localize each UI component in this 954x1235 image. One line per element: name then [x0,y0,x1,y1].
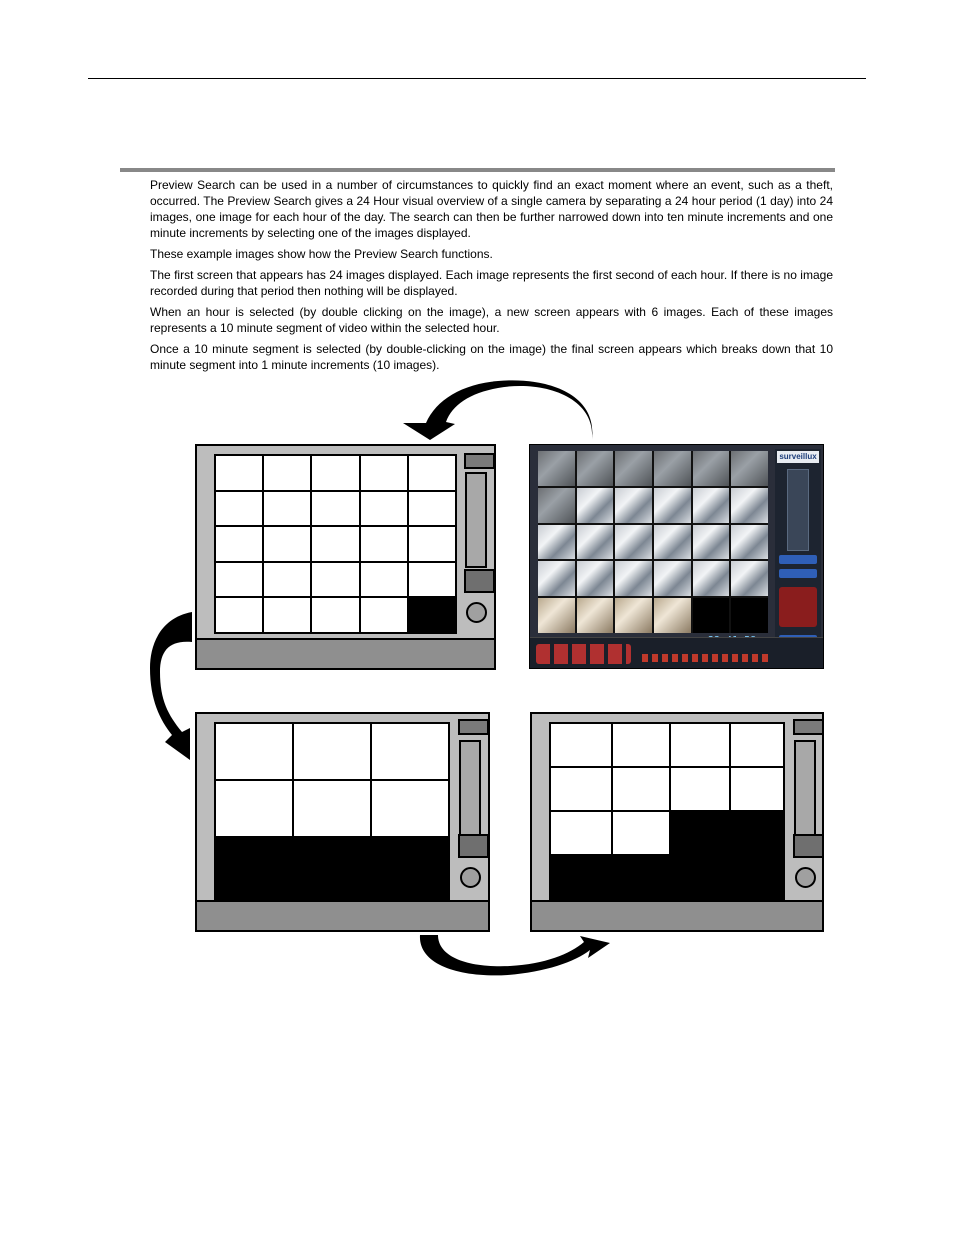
paragraph-intro: Preview Search can be used in a number of circumstances to quickly find an exact moment where an event, such as a theft, occurred. The Preview Search gives a 24 Hour visual overview of a single camera by separating a 24 hour period (1 day) into 24 images, one image for each hour of the day. The search can then be further narrowed down into ten minute increments and one minute increments by selecting one of the images displayed. [150,178,833,240]
arrow-top-icon [403,380,592,440]
paragraph-ten-minute: Once a 10 minute segment is selected (by double-clicking on the image) the final screen appears which breaks down that 10 minute segment into 1 minute increments (10 images). [150,342,833,372]
paragraph-examples: These example images show how the Preview Search functions. [150,247,493,261]
paragraph-first-screen: The first screen that appears has 24 images displayed. Each image represents the first second of each hour. If there is no image recorded during that period then nothing will be displayed. [150,268,833,298]
arrow-bottom-icon [420,935,610,975]
arrow-left-icon [150,612,192,760]
surveillux-logo: surveillux [777,451,819,463]
paragraph-hour-selected: When an hour is selected (by double clicking on the image), a new screen appears with 6 images. Each of these images represents a 10 minute segment of video within the selected hour. [150,305,833,335]
